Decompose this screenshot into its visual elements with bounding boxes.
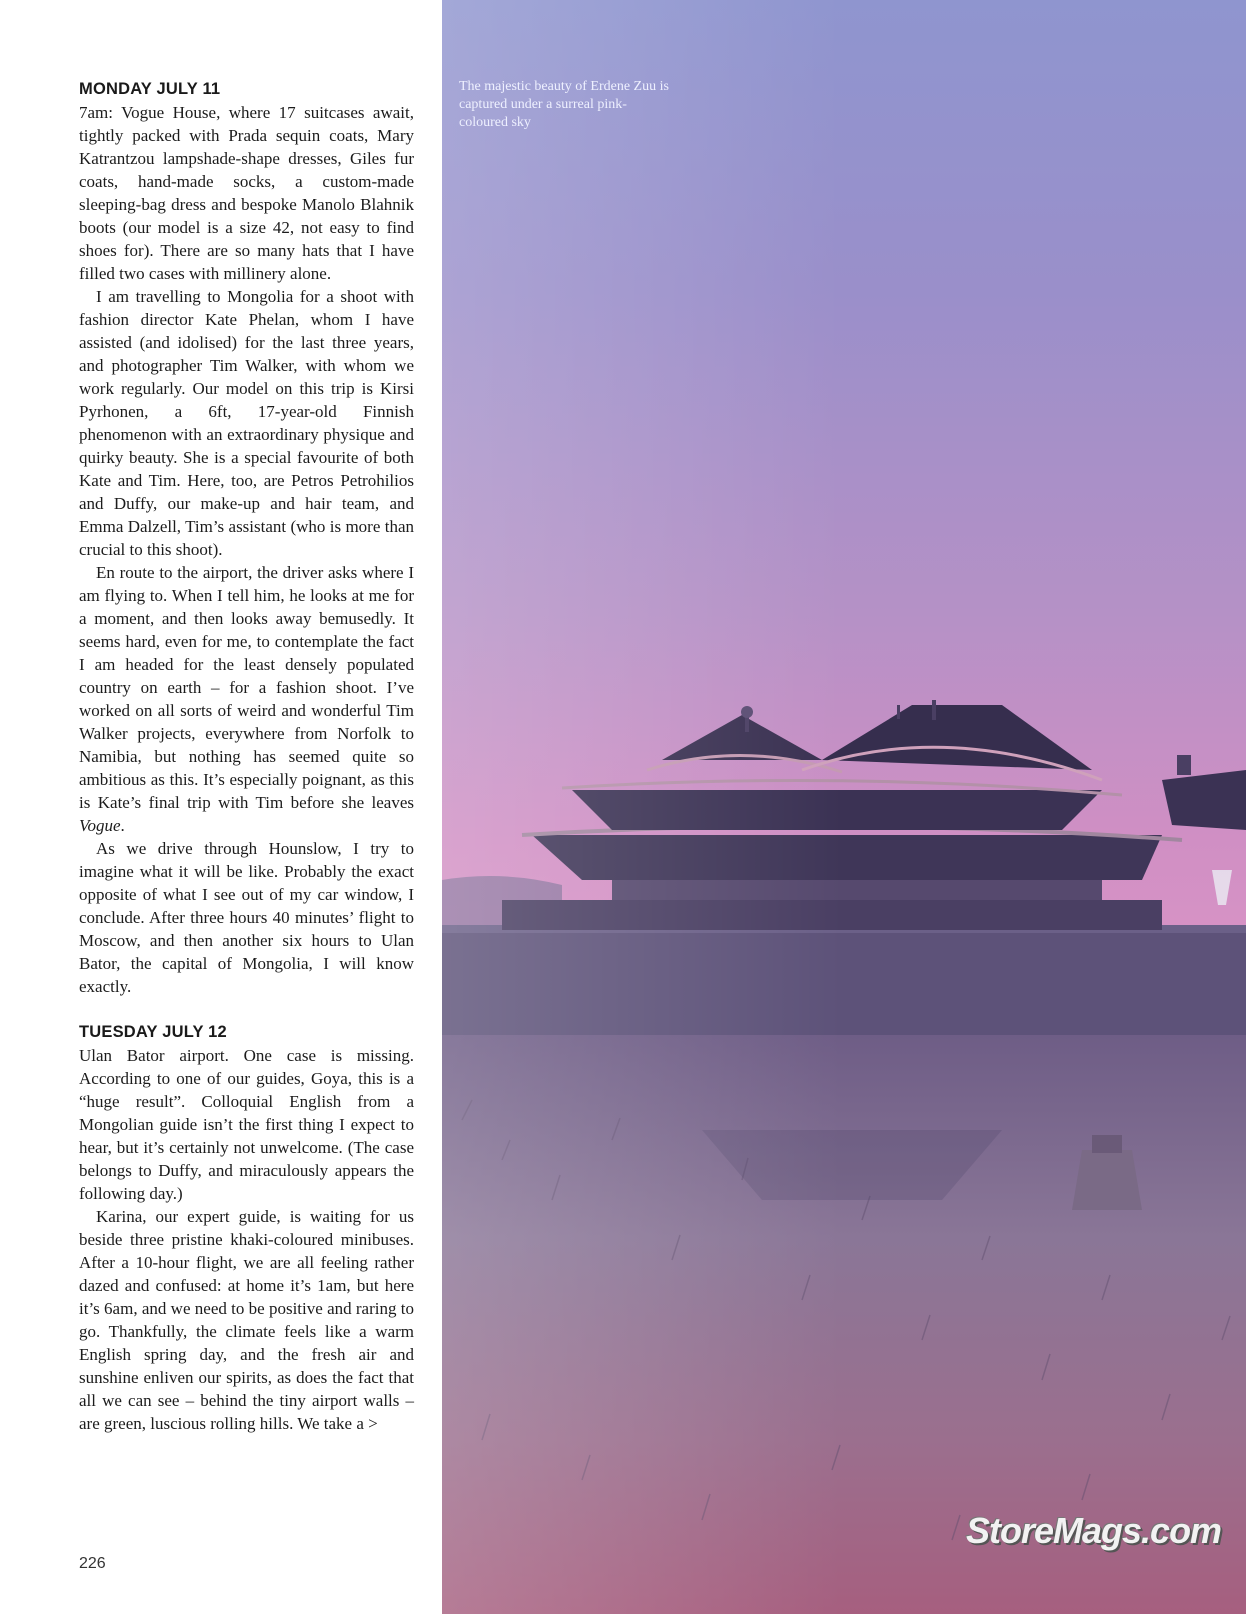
paragraph: I am travelling to Mongolia for a shoot with fashion director Kate Phelan, whom I have assisted (and idolised) for the last three years, and photographer Tim Walker, with whom we work regularly. Our model on this trip is Kirsi Pyrhonen, a 6ft, 17-year-old Finnish phenomenon with an extraordinary physique and quirky beauty. She is a special favourite of both Kate and Tim. Here, too, are Petros Petrohilios and Duffy, our make-up and hair team, and Emma Dalzell, Tim’s assistant (who is more than crucial to this shoot). xyxy=(79,287,414,559)
section-heading-monday: MONDAY JULY 11 xyxy=(79,80,221,98)
photo-caption: The majestic beauty of Erdene Zuu is captured under a surreal pink-coloured sky xyxy=(459,79,669,130)
section-heading-tuesday: TUESDAY JULY 12 xyxy=(79,1023,227,1041)
temple-landscape-illustration xyxy=(442,0,1246,1614)
paragraph: Ulan Bator airport. One case is missing. According to one of our guides, Goya, this is a “huge result”. Colloquial English from a Mongolian guide isn’t the first thing I expect to hear, but it’s certainly not unwelcome. (The case belongs to Duffy, and miraculously appears the following day.) xyxy=(79,1046,414,1203)
punctuation: . xyxy=(120,816,125,835)
article-column xyxy=(79,78,414,1435)
paragraph: Karina, our expert guide, is waiting for us beside three pristine khaki-coloured minibuses. After a 10-hour flight, we are all feeling rather dazed and confused: at home it’s 1am, but here it’s 6am, and we need to be positive and raring to go. Thankfully, the climate feels like a warm English spring day, and the fresh air and sunshine enliven our spirits, as does the fact that all we can see – behind the tiny airport walls – are green, luscious rolling hills. We take a > xyxy=(79,1207,414,1433)
paragraph-text: En route to the airport, the driver asks where I am flying to. When I tell him, he looks at me for a moment, and then looks away bemusedly. It seems hard, even for me, to contemplate the fact I am headed for the least densely populated country on earth – for a fashion shoot. I’ve worked on all sorts of weird and wonderful Tim Walker projects, everywhere from Norfolk to Namibia, but nothing has seemed quite so ambitious as this. It’s especially poignant, as this is Kate’s final trip with Tim before she leaves xyxy=(79,563,414,812)
paragraph: 7am: Vogue House, where 17 suitcases await, tightly packed with Prada sequin coats, Mary Katrantzou lampshade-shape dresses, Giles fur coats, hand-made socks, a custom-made sleeping-bag dress and bespoke Manolo Blahnik boots (our model is a size 42, not easy to find shoes for). There are so many hats that I have filled two cases with millinery alone. xyxy=(79,103,414,283)
page-number: 226 xyxy=(79,1555,106,1572)
paragraph xyxy=(79,561,414,837)
paragraph: As we drive through Hounslow, I try to imagine what it will be like. Probably the exact opposite of what I see out of my car window, I conclude. After three hours 40 minutes’ flight to Moscow, and then another six hours to Ulan Bator, the capital of Mongolia, I will know exactly. xyxy=(79,839,414,996)
magazine-title: Vogue xyxy=(79,816,121,835)
temple-photo xyxy=(442,0,1246,1614)
watermark: StoreMags.com xyxy=(966,1510,1222,1551)
